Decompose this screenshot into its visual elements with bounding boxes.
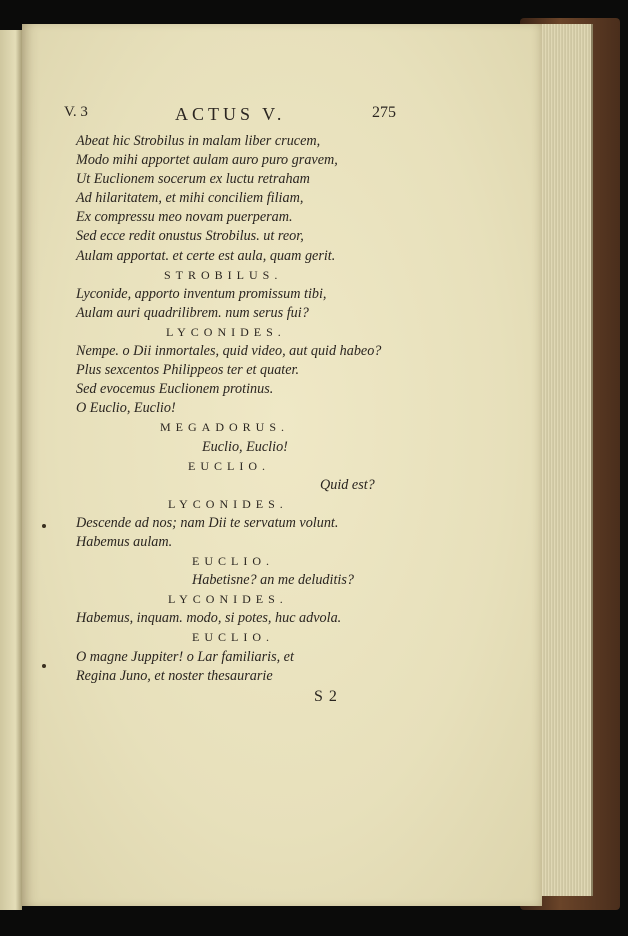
speaker-name: EUCLIO. [188,458,270,473]
verse-line: Habemus, inquam. modo, si potes, huc advola. [76,610,342,627]
page-number: 275 [372,104,396,121]
verse-line: Aulam auri quadrilibrem. num serus fui? [76,304,309,321]
speaker-name: LYCONIDES. [168,496,288,511]
verse-line: Plus sexcentos Philippeos ter et quater. [76,362,300,379]
speaker-name: MEGADORUS. [160,420,290,435]
binding-mark [42,524,46,528]
verse-line: Quid est? [320,476,375,493]
verse-line: Descende ad nos; nam Dii te servatum volunt. [76,514,339,531]
verse-line: Ad hilaritatem, et mihi conciliem filiam, [76,190,304,207]
speaker-name: EUCLIO. [192,554,274,569]
verse-line: Regina Juno, et noster thesaurarie [76,667,273,684]
verse-line: Ut Euclionem socerum ex luctu retraham [76,171,310,188]
verse-line: Sed ecce redit onustus Strobilus. ut reor, [76,228,304,245]
verse-line: O magne Juppiter! o Lar familiaris, et [76,648,294,665]
verse-line: Nempe. o Dii inmortales, quid video, aut quid habeo? [76,343,382,360]
signature-mark: V. 3 [64,104,88,120]
running-title: ACTUS V. [175,104,286,124]
verse-line: Habetisne? an me deluditis? [192,572,354,589]
verse-line: Habemus aulam. [76,533,173,550]
speaker-name: STROBILUS. [164,267,283,282]
verse-line: Ex compressu meo novam puerperam. [76,209,293,226]
speaker-name: LYCONIDES. [166,324,286,339]
facing-page-edge [0,30,22,910]
verse-line: O Euclio, Euclio! [76,400,176,417]
verse-line: Sed evocemus Euclionem protinus. [76,381,274,398]
speaker-name: EUCLIO. [192,630,274,645]
verse-line: Lyconide, apporto inventum promissum tibi, [76,285,327,302]
verse-line: Euclio, Euclio! [202,438,288,455]
verse-line: Aulam apportat. et certe est aula, quam gerit. [76,247,336,264]
speaker-name: LYCONIDES. [168,592,288,607]
verse-line: Modo mihi apportet aulam auro puro gravem, [76,152,338,169]
play-text [76,132,416,686]
binding-mark [42,664,46,668]
verse-line: Abeat hic Strobilus in malam liber crucem, [76,133,321,149]
gathering-signature: S 2 [314,688,338,705]
